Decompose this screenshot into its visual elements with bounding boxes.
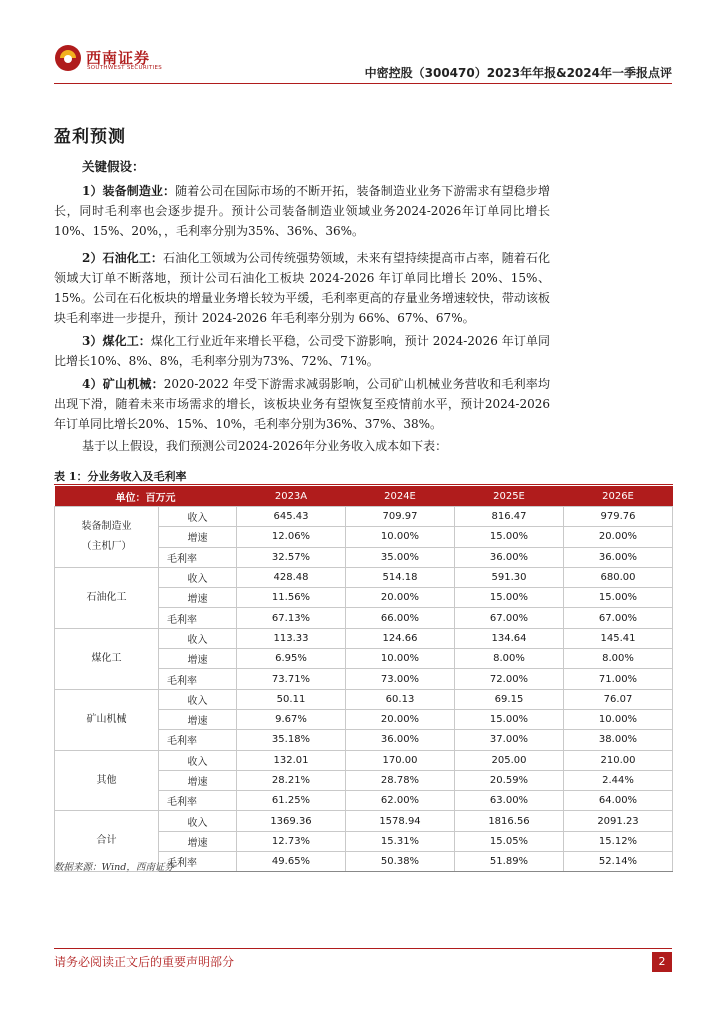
value-cell: 1816.56 xyxy=(455,811,564,831)
value-cell: 15.05% xyxy=(455,831,564,851)
section-title: 盈利预测 xyxy=(54,127,126,147)
company-logo xyxy=(54,44,164,74)
value-cell: 145.41 xyxy=(564,628,673,648)
value-cell: 67.00% xyxy=(455,608,564,628)
value-cell: 9.67% xyxy=(237,709,346,729)
metric-label: 增速 xyxy=(159,588,237,608)
metric-label: 收入 xyxy=(159,628,237,648)
value-cell: 69.15 xyxy=(455,689,564,709)
value-cell: 591.30 xyxy=(455,567,564,587)
value-cell: 28.78% xyxy=(346,770,455,790)
data-source: 数据来源：Wind，西南证券 xyxy=(54,862,174,873)
table-row xyxy=(55,750,673,770)
segment-name: 矿山机械 xyxy=(86,713,127,725)
segment-name: 合计 xyxy=(96,835,117,847)
value-cell: 64.00% xyxy=(564,791,673,811)
value-cell: 76.07 xyxy=(564,689,673,709)
metric-label: 增速 xyxy=(159,709,237,729)
value-cell: 52.14% xyxy=(564,852,673,872)
segment-name-cell xyxy=(55,628,159,689)
segment-name: 石油化工 xyxy=(86,591,127,603)
value-cell: 20.00% xyxy=(346,588,455,608)
metric-label: 增速 xyxy=(159,831,237,851)
value-cell: 15.12% xyxy=(564,831,673,851)
value-cell: 15.00% xyxy=(455,527,564,547)
value-cell: 8.00% xyxy=(564,649,673,669)
value-cell: 10.00% xyxy=(346,649,455,669)
value-cell: 50.11 xyxy=(237,689,346,709)
value-cell: 514.18 xyxy=(346,567,455,587)
value-cell: 2091.23 xyxy=(564,811,673,831)
paragraph-text: 2020-2022 年受下游需求减弱影响，公司矿山机械业务营收和毛利率均出现下滑，随着未来市场需求的增长，该板块业务有望恢复至疫情前水平，预计2024-2026年订单同比增长20%、15%、10%，毛利率分别为36%、37%、38%。 xyxy=(54,377,550,431)
table-row xyxy=(55,507,673,527)
metric-label: 收入 xyxy=(159,811,237,831)
value-cell: 979.76 xyxy=(564,507,673,527)
value-cell: 67.13% xyxy=(237,608,346,628)
value-cell: 15.31% xyxy=(346,831,455,851)
paragraph-mining-machinery xyxy=(54,374,550,434)
value-cell: 6.95% xyxy=(237,649,346,669)
table-row xyxy=(55,628,673,648)
metric-label: 毛利率 xyxy=(159,852,237,872)
metric-label: 增速 xyxy=(159,770,237,790)
header-divider xyxy=(54,83,672,84)
segment-name-cell xyxy=(55,507,159,568)
value-cell: 36.00% xyxy=(455,547,564,567)
segment-name-cell xyxy=(55,750,159,811)
value-cell: 134.64 xyxy=(455,628,564,648)
paragraph-heading: 2）石油化工： xyxy=(82,251,164,265)
segment-name-cell xyxy=(55,567,159,628)
value-cell: 51.89% xyxy=(455,852,564,872)
value-cell: 15.00% xyxy=(455,709,564,729)
value-cell: 67.00% xyxy=(564,608,673,628)
value-cell: 170.00 xyxy=(346,750,455,770)
value-cell: 15.00% xyxy=(455,588,564,608)
value-cell: 50.38% xyxy=(346,852,455,872)
value-cell: 37.00% xyxy=(455,730,564,750)
value-cell: 132.01 xyxy=(237,750,346,770)
value-cell: 32.57% xyxy=(237,547,346,567)
report-title: 中密控股（300470）2023年年报&2024年一季报点评 xyxy=(364,66,672,80)
value-cell: 113.33 xyxy=(237,628,346,648)
year-header: 2025E xyxy=(455,486,564,507)
value-cell: 680.00 xyxy=(564,567,673,587)
metric-label: 收入 xyxy=(159,507,237,527)
unit-header: 单位：百万元 xyxy=(55,486,237,507)
value-cell: 20.00% xyxy=(564,527,673,547)
caption-divider xyxy=(54,484,673,485)
value-cell: 10.00% xyxy=(564,709,673,729)
metric-label: 毛利率 xyxy=(159,669,237,689)
value-cell: 645.43 xyxy=(237,507,346,527)
logo-english-text: SOUTHWEST SECURITIES xyxy=(87,65,163,71)
value-cell: 1578.94 xyxy=(346,811,455,831)
value-cell: 62.00% xyxy=(346,791,455,811)
logo-emblem-icon xyxy=(54,44,82,72)
value-cell: 60.13 xyxy=(346,689,455,709)
page-number: 2 xyxy=(652,952,672,972)
value-cell: 12.73% xyxy=(237,831,346,851)
value-cell: 71.00% xyxy=(564,669,673,689)
metric-label: 收入 xyxy=(159,750,237,770)
segment-name-cell xyxy=(55,689,159,750)
value-cell: 205.00 xyxy=(455,750,564,770)
logo-text: 西南证券 xyxy=(86,49,151,67)
value-cell: 428.48 xyxy=(237,567,346,587)
table-header-row xyxy=(55,486,673,507)
paragraph-heading: 1）装备制造业： xyxy=(82,184,176,198)
table-row xyxy=(55,689,673,709)
segment-name: 装备制造业 xyxy=(81,520,132,532)
segment-name-line2: （主机厂） xyxy=(81,540,132,552)
value-cell: 36.00% xyxy=(346,730,455,750)
value-cell: 1369.36 xyxy=(237,811,346,831)
table-row xyxy=(55,567,673,587)
year-header: 2024E xyxy=(346,486,455,507)
metric-label: 收入 xyxy=(159,567,237,587)
value-cell: 8.00% xyxy=(455,649,564,669)
paragraph-heading: 4）矿山机械： xyxy=(82,377,164,391)
value-cell: 36.00% xyxy=(564,547,673,567)
value-cell: 28.21% xyxy=(237,770,346,790)
value-cell: 61.25% xyxy=(237,791,346,811)
paragraph-coal-chemical xyxy=(54,331,550,371)
table-row xyxy=(55,811,673,831)
value-cell: 11.56% xyxy=(237,588,346,608)
footer-divider xyxy=(54,948,672,949)
metric-label: 毛利率 xyxy=(159,547,237,567)
value-cell: 12.06% xyxy=(237,527,346,547)
value-cell: 73.00% xyxy=(346,669,455,689)
value-cell: 35.00% xyxy=(346,547,455,567)
segment-name: 煤化工 xyxy=(91,652,122,664)
value-cell: 72.00% xyxy=(455,669,564,689)
forecast-note: 基于以上假设，我们预测公司2024-2026年分业务收入成本如下表： xyxy=(82,439,448,453)
metric-label: 毛利率 xyxy=(159,608,237,628)
assumptions-subhead: 关键假设： xyxy=(82,159,145,174)
year-header: 2026E xyxy=(564,486,673,507)
metric-label: 毛利率 xyxy=(159,791,237,811)
value-cell: 15.00% xyxy=(564,588,673,608)
metric-label: 增速 xyxy=(159,527,237,547)
disclaimer-note: 请务必阅读正文后的重要声明部分 xyxy=(54,955,235,969)
value-cell: 20.59% xyxy=(455,770,564,790)
value-cell: 709.97 xyxy=(346,507,455,527)
paragraph-equipment xyxy=(54,181,550,241)
value-cell: 2.44% xyxy=(564,770,673,790)
value-cell: 20.00% xyxy=(346,709,455,729)
segment-name: 其他 xyxy=(96,774,117,786)
value-cell: 10.00% xyxy=(346,527,455,547)
value-cell: 49.65% xyxy=(237,852,346,872)
year-header: 2023A xyxy=(237,486,346,507)
paragraph-petrochemical xyxy=(54,248,550,328)
value-cell: 35.18% xyxy=(237,730,346,750)
value-cell: 63.00% xyxy=(455,791,564,811)
table-caption: 表 1：分业务收入及毛利率 xyxy=(54,470,187,483)
paragraph-text: 石油化工领域为公司传统强势领域，未来有望持续提高市占率，随着石化领域大订单不断落地，预计公司石油化工板块 2024-2026 年订单同比增长 20%、15%、15%。公司在石化板块的增量业务增长较为平缓，毛利率更高的存量业务增速较快，带动该板块毛利率进一步提升，预计 2024-2026 年毛利率分别为 66%、67%、67%。 xyxy=(54,251,550,325)
revenue-margin-table xyxy=(54,486,673,872)
value-cell: 66.00% xyxy=(346,608,455,628)
paragraph-text: 煤化工行业近年来增长平稳，公司受下游影响，预计 2024-2026 年订单同比增长10%、8%、8%，毛利率分别为73%、72%、71%。 xyxy=(54,334,550,368)
metric-label: 增速 xyxy=(159,649,237,669)
metric-label: 毛利率 xyxy=(159,730,237,750)
value-cell: 73.71% xyxy=(237,669,346,689)
metric-label: 收入 xyxy=(159,689,237,709)
paragraph-heading: 3）煤化工： xyxy=(82,334,151,348)
value-cell: 210.00 xyxy=(564,750,673,770)
value-cell: 38.00% xyxy=(564,730,673,750)
paragraph-text: 随着公司在国际市场的不断开拓，装备制造业业务下游需求有望稳步增长，同时毛利率也会逐步提升。预计公司装备制造业领域业务2024-2026年订单同比增长10%、15%、20%，，毛利率分别为35%、36%、36%。 xyxy=(54,184,550,238)
value-cell: 816.47 xyxy=(455,507,564,527)
value-cell: 124.66 xyxy=(346,628,455,648)
